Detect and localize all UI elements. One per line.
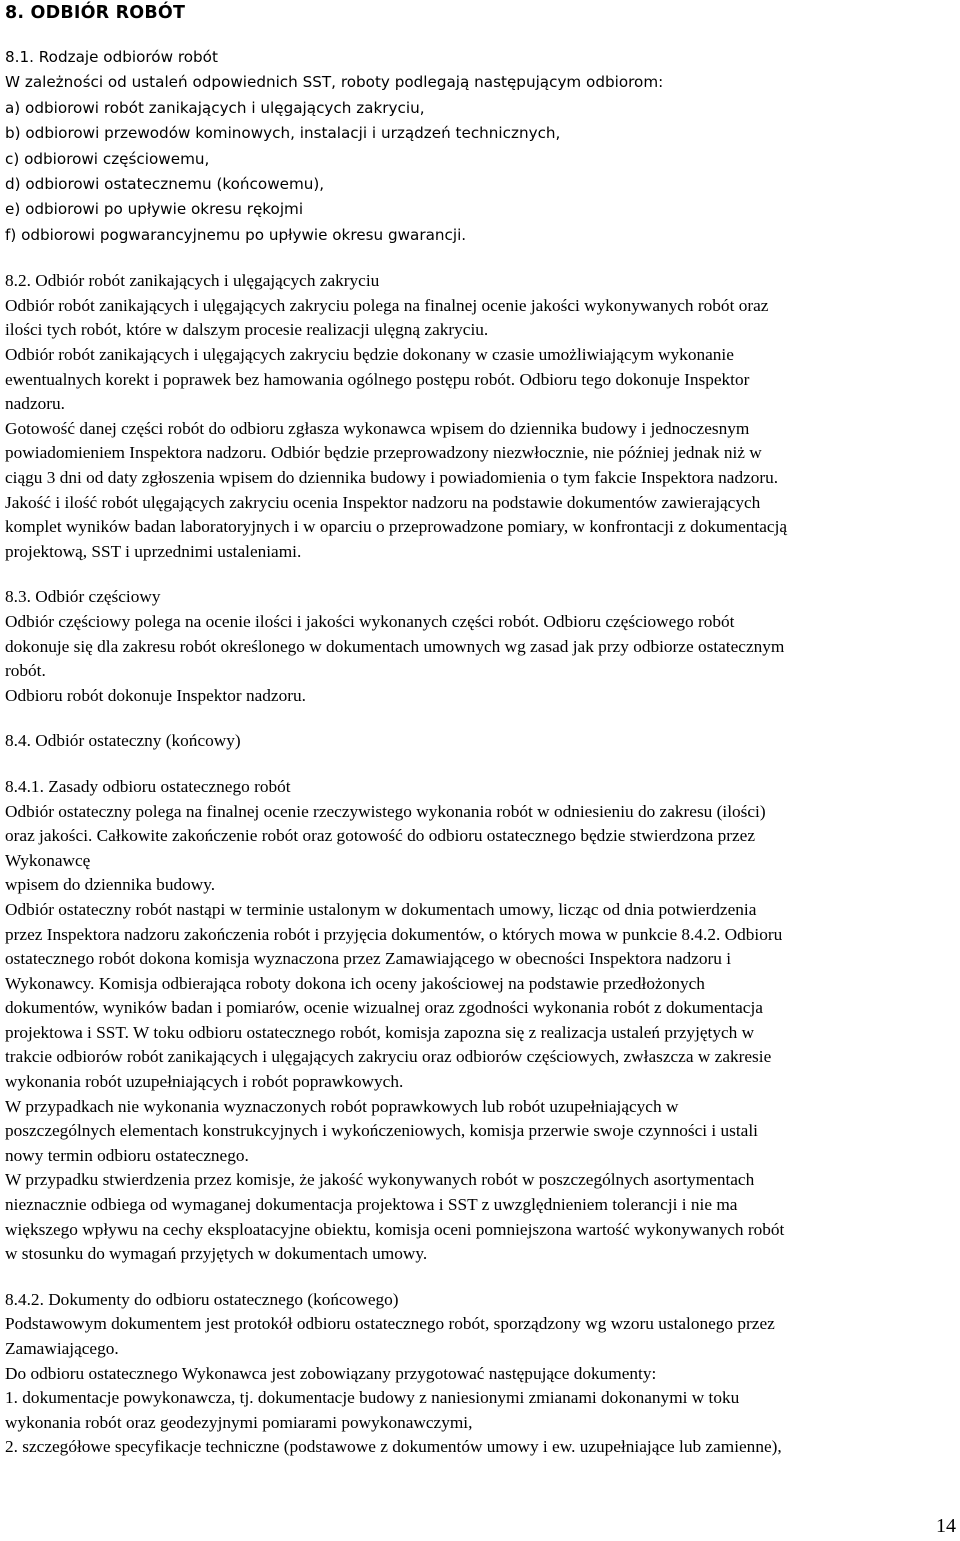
- section-title: 8.4.2. Dokumenty do odbioru ostatecznego (końcowego): [5, 1289, 399, 1309]
- paragraph-line: oraz jakości. Całkowite zakończenie robót oraz gotowość do odbioru ostatecznego będzie stwierdzona przez: [5, 826, 755, 846]
- paragraph-line: przez Inspektora nadzoru zakończenia robót i przyjęcia dokumentów, o których mowa w punkcie 8.4.2. Odbioru: [5, 924, 783, 944]
- section-title: 8.1. Rodzaje odbiorów robót: [5, 48, 218, 66]
- document-page: [5, 0, 957, 1460]
- paragraph-line: dokonuje się dla zakresu robót określonego w dokumentach umownych wg zasad jak przy odbiorze ostatecznym: [5, 636, 785, 656]
- paragraph-line: wykonania robót uzupełniających i robót poprawkowych.: [5, 1072, 404, 1092]
- paragraph-line: projektowa i SST. W toku odbioru ostatecznego robót, komisja zapozna się z realizacja ustaleń przyjętych w: [5, 1022, 755, 1042]
- section-8-2: [5, 269, 957, 564]
- paragraph-line: dokumentów, wyników badan i pomiarów, ocenie wizualnej oraz zgodności wykonania robót z dokumentacja: [5, 998, 763, 1018]
- paragraph-line: nieznacznie odbiega od wymaganej dokumentacja projektowa i SST z uwzględnieniem tolerancji i nie ma: [5, 1195, 738, 1215]
- paragraph-line: Odbiór ostateczny robót nastąpi w terminie ustalonym w dokumentach umowy, licząc od dnia potwierdzenia: [5, 899, 757, 919]
- list-item: c) odbiorowi częściowemu,: [5, 149, 210, 168]
- paragraph-line: Odbiór robót zanikających i ulęgających zakryciu polega na finalnej ocenie jakości wykonywanych robót oraz: [5, 295, 769, 315]
- list-item: d) odbiorowi ostatecznemu (końcowemu),: [5, 175, 325, 194]
- paragraph-line: Odbiór ostateczny polega na finalnej ocenie rzeczywistego wykonania robót w odniesieniu do zakresu (ilości): [5, 801, 766, 821]
- paragraph-line: Gotowość danej części robót do odbioru zgłasza wykonawca wpisem do dziennika budowy i jednoczesnym: [5, 418, 750, 438]
- paragraph-line: robót.: [5, 661, 46, 681]
- paragraph-line: projektową, SST i uprzednimi ustaleniami.: [5, 541, 302, 561]
- list-item: wykonania robót oraz geodezyjnymi pomiarami powykonawczymi,: [5, 1412, 473, 1432]
- paragraph-line: większego wpływu na cechy eksploatacyjne obiektu, komisja oceni pomniejszona wartość wykonywanych robót: [5, 1219, 785, 1239]
- paragraph-line: w stosunku do wymagań przyjętych w dokumentach umowy.: [5, 1244, 428, 1264]
- paragraph-line: W przypadkach nie wykonania wyznaczonych robót poprawkowych lub robót uzupełniających w: [5, 1096, 679, 1116]
- paragraph-line: trakcie odbiorów robót zanikających i ulęgających zakryciu oraz odbiorów częściowych, zwłaszcza w zakresie: [5, 1047, 772, 1067]
- paragraph-line: komplet wyników badan laboratoryjnych i w oparciu o przeprowadzone pomiary, w konfrontacji z dokumentacją: [5, 517, 788, 537]
- paragraph-line: Odbiór częściowy polega na ocenie ilości i jakości wykonanych części robót. Odbioru częściowego robót: [5, 611, 735, 631]
- chapter-heading: 8. ODBIÓR ROBÓT: [5, 3, 186, 23]
- list-item: 1. dokumentacje powykonawcza, tj. dokumentacje budowy z naniesionymi zmianami dokonanymi w toku: [5, 1388, 740, 1408]
- section-title: 8.2. Odbiór robót zanikających i ulęgających zakryciu: [5, 271, 380, 291]
- paragraph-line: Jakość i ilość robót ulęgających zakryciu ocenia Inspektor nadzoru na podstawie dokumentów zawierających: [5, 492, 761, 512]
- paragraph-line: ilości tych robót, które w dalszym procesie realizacji ulęgną zakryciu.: [5, 320, 489, 340]
- paragraph-line: W przypadku stwierdzenia przez komisje, że jakość wykonywanych robót w poszczególnych asortymentach: [5, 1170, 755, 1190]
- paragraph-line: nadzoru.: [5, 394, 65, 414]
- spacer: [5, 25, 957, 45]
- paragraph-line: Zamawiającego.: [5, 1339, 119, 1358]
- section-8-3: [5, 585, 957, 708]
- section-8-4-2: [5, 1288, 957, 1460]
- paragraph-line: wpisem do dziennika budowy.: [5, 875, 216, 895]
- page-number: 14: [936, 1515, 956, 1537]
- section-title: 8.4. Odbiór ostateczny (końcowy): [5, 731, 241, 751]
- paragraph-line: Odbiór robót zanikających i ulęgających zakryciu będzie dokonany w czasie umożliwiającym wykonanie: [5, 345, 734, 365]
- paragraph-line: W zależności od ustaleń odpowiednich SST, roboty podlegają następującym odbiorom:: [5, 73, 664, 92]
- list-item: b) odbiorowi przewodów kominowych, instalacji i urządzeń technicznych,: [5, 124, 561, 143]
- spacer: [5, 564, 957, 585]
- spacer: [5, 754, 957, 775]
- paragraph-line: Wykonawcy. Komisja odbierająca roboty dokona ich oceny jakościowej na podstawie przedłożonych: [5, 973, 705, 993]
- list-item: a) odbiorowi robót zanikających i ulęgających zakryciu,: [5, 98, 425, 117]
- section-8-4-1: [5, 775, 957, 1267]
- paragraph-line: nowy termin odbioru ostatecznego.: [5, 1145, 249, 1165]
- list-item: e) odbiorowi po upływie okresu rękojmi: [5, 200, 304, 219]
- section-title: 8.4.1. Zasady odbioru ostatecznego robót: [5, 776, 291, 796]
- list-item: f) odbiorowi pogwarancyjnemu po upływie okresu gwarancji.: [5, 225, 467, 244]
- section-8-4: [5, 729, 957, 754]
- paragraph-line: Wykonawcę: [5, 850, 91, 870]
- spacer: [5, 1267, 957, 1288]
- section-8-1: [5, 45, 957, 248]
- paragraph-line: ewentualnych korekt i poprawek bez hamowania ogólnego postępu robót. Odbioru tego dokonuje Inspektor: [5, 369, 750, 389]
- paragraph-line: Do odbioru ostatecznego Wykonawca jest zobowiązany przygotować następujące dokumenty:: [5, 1363, 657, 1383]
- paragraph-line: powiadomieniem Inspektora nadzoru. Odbiór będzie przeprowadzony niezwłocznie, nie później jednak niż w: [5, 443, 762, 463]
- spacer: [5, 248, 957, 269]
- spacer: [5, 708, 957, 729]
- paragraph-line: ciągu 3 dni od daty zgłoszenia wpisem do dziennika budowy i powiadomienia o tym fakcie Inspektora nadzoru.: [5, 468, 779, 487]
- list-item: 2. szczegółowe specyfikacje techniczne (podstawowe z dokumentów umowy i ew. uzupełniające lub zamienne),: [5, 1437, 782, 1457]
- paragraph-line: poszczególnych elementach konstrukcyjnych i wykończeniowych, komisja przerwie swoje czynności i ustali: [5, 1121, 758, 1141]
- paragraph-line: Podstawowym dokumentem jest protokół odbioru ostatecznego robót, sporządzony wg wzoru ustalonego przez: [5, 1314, 775, 1334]
- section-title: 8.3. Odbiór częściowy: [5, 587, 161, 607]
- paragraph-line: ostatecznego robót dokona komisja wyznaczona przez Zamawiającego w obecności Inspektora nadzoru i: [5, 949, 731, 969]
- paragraph-line: Odbioru robót dokonuje Inspektor nadzoru.: [5, 685, 306, 705]
